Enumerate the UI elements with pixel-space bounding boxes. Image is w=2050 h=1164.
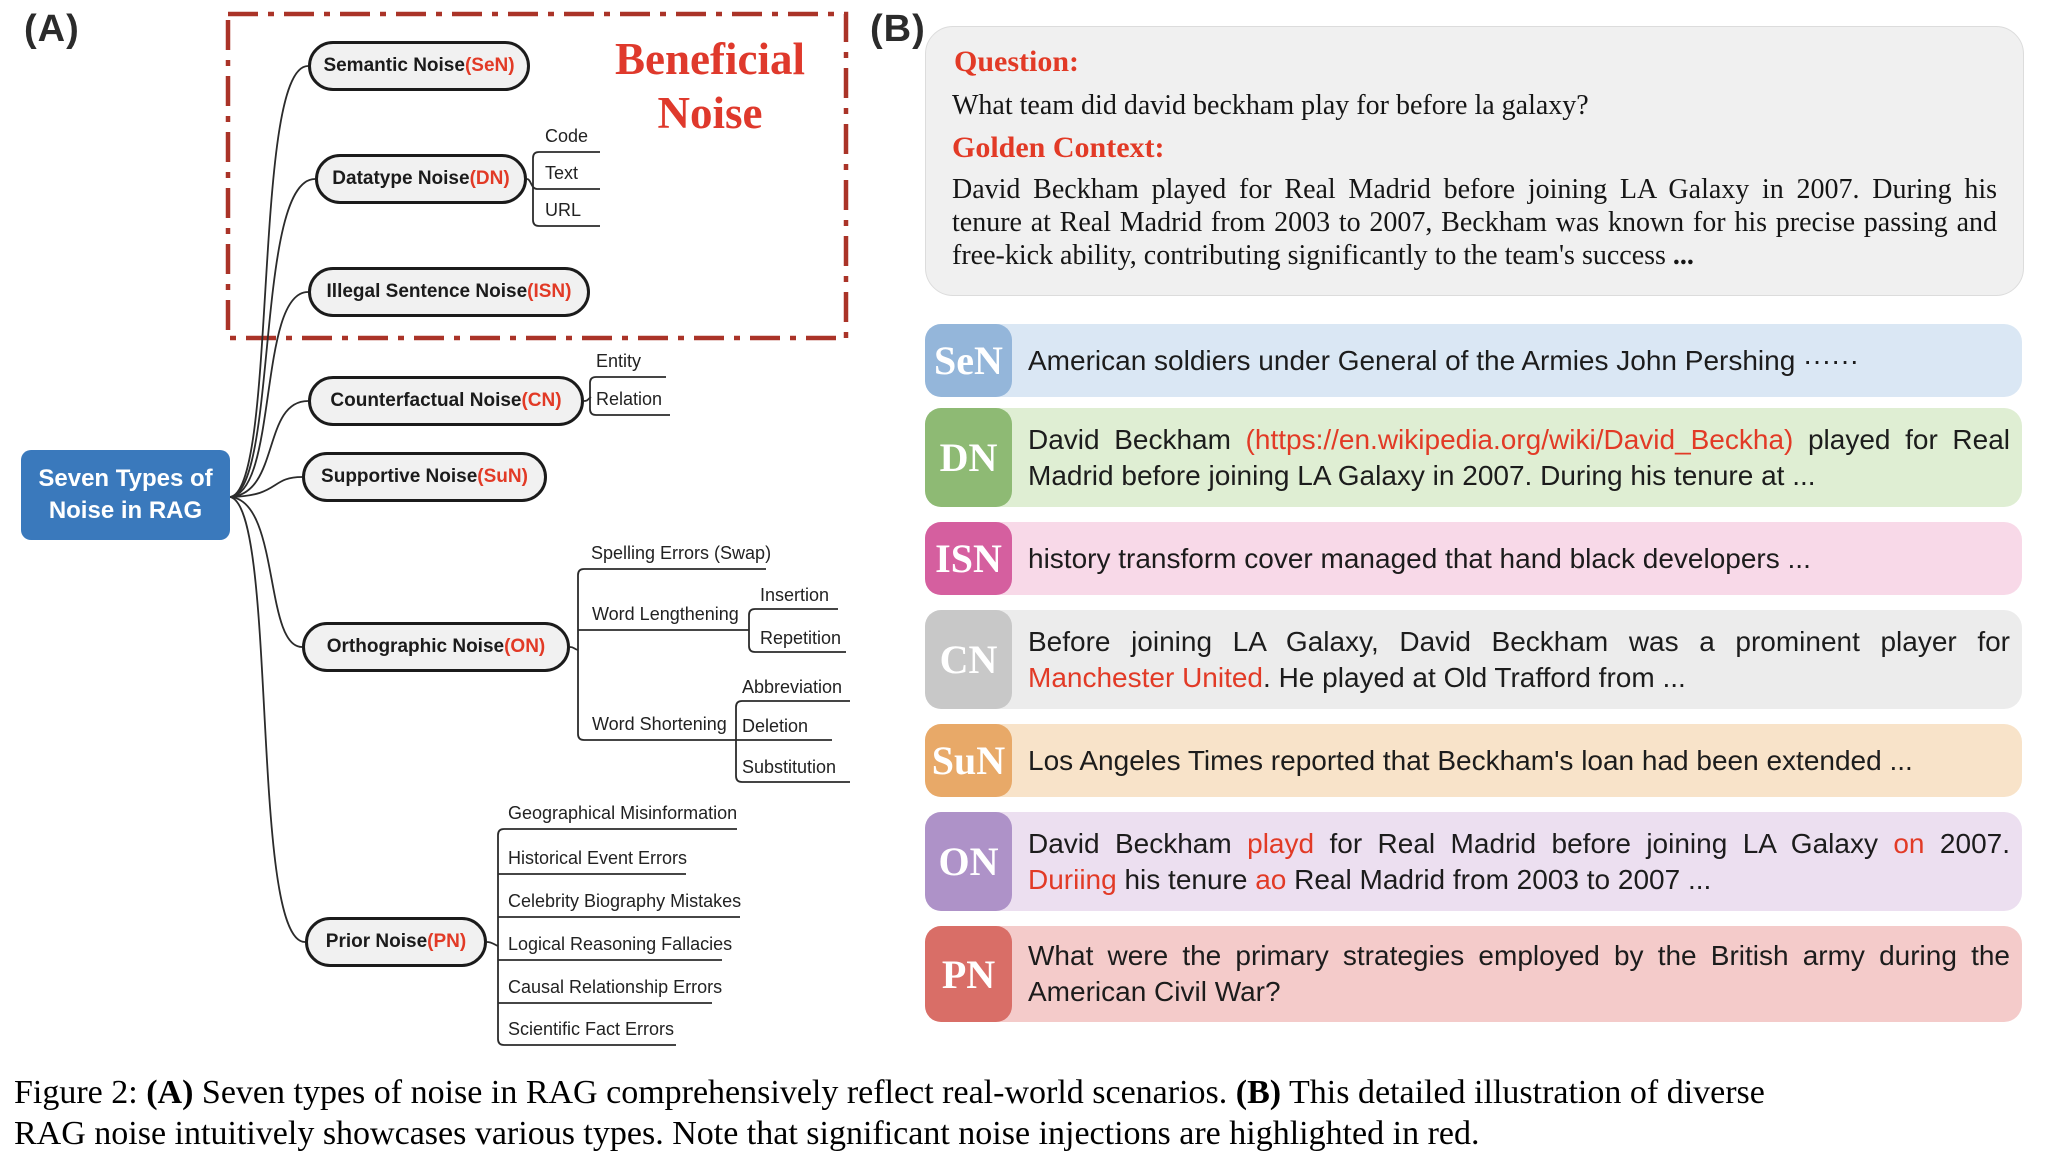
leaf-repetition: Repetition <box>760 628 842 648</box>
badge-pn: PN <box>925 926 1012 1022</box>
leaf-entity: Entity <box>596 351 642 371</box>
root-line2: Noise in RAG <box>48 497 203 524</box>
beneficial-noise-label: Beneficial Noise <box>615 34 805 138</box>
node-abbr: (DN) <box>469 168 510 189</box>
row-text-content: Before joining LA Galaxy, David Beckham was a prominent player for Manchester United. He played at Old Trafford from ... <box>1028 625 2010 693</box>
leaf-word-shortening: Word Shortening <box>592 714 727 734</box>
node-label: Counterfactual Noise <box>330 390 522 411</box>
badge-dn: DN <box>925 408 1012 507</box>
row-supportive-noise <box>925 724 2022 797</box>
leaf-celebrity-biography-mistakes: Celebrity Biography Mistakes <box>508 891 742 911</box>
leaf-historical-event-errors: Historical Event Errors <box>508 848 688 868</box>
row-text-content: Los Angeles Times reported that Beckham's loan had been extended ... <box>1028 744 1913 776</box>
leaf-insertion: Insertion <box>760 585 830 605</box>
leaf-text: Text <box>545 163 579 183</box>
row-illegal-sentence-noise <box>925 522 2022 595</box>
row-text-cn <box>1028 610 2010 709</box>
node-label: Illegal Sentence Noise <box>326 281 528 302</box>
node-label: Prior Noise <box>325 931 428 952</box>
leaf-code: Code <box>545 126 589 146</box>
row-text-pn <box>1028 926 2010 1022</box>
leaf-spelling-errors: Spelling Errors (Swap) <box>591 543 772 563</box>
node-abbr: (PN) <box>427 931 467 952</box>
golden-context-text: David Beckham played for Real Madrid before joining LA Galaxy in 2007. During his tenure at Real Madrid from 2003 to 2007, Beckham was known for his precise passing and free-kick ability, contributing significantly to the team's success ... <box>952 174 1997 271</box>
question-heading: Question: <box>954 45 1080 78</box>
row-text-content: history transform cover managed that hand black developers ... <box>1028 542 1811 574</box>
row-datatype-noise <box>925 408 2022 507</box>
leaf-geographical-misinformation: Geographical Misinformation <box>508 803 738 823</box>
panel-b-label: (B) <box>870 8 926 50</box>
row-text-isn <box>1028 522 2010 595</box>
row-text-on <box>1028 812 2010 911</box>
leaf-scientific-fact-errors: Scientific Fact Errors <box>508 1019 675 1039</box>
node-datatype-noise <box>315 154 527 204</box>
panel-a-label: (A) <box>24 8 80 50</box>
row-text-content: American soldiers under General of the Armies John Pershing ······ <box>1028 344 1860 376</box>
node-abbr: (SuN) <box>477 466 528 487</box>
row-prior-noise <box>925 926 2022 1022</box>
leaf-url: URL <box>545 200 582 220</box>
node-semantic-noise <box>308 41 530 91</box>
row-text-content: What were the primary strategies employed by the British army during the American Civil War? <box>1028 940 2010 1007</box>
node-label: Supportive Noise <box>321 466 478 487</box>
row-text-content: David Beckham playd for Real Madrid before joining LA Galaxy on 2007. Duriing his tenure ao Real Madrid from 2003 to 2007 ... <box>1028 827 2010 895</box>
node-label: Orthographic Noise <box>326 636 505 657</box>
golden-context-heading: Golden Context: <box>952 131 1165 164</box>
node-abbr: (ON) <box>504 636 546 657</box>
node-abbr: (CN) <box>521 390 562 411</box>
row-text-sen <box>1028 324 2010 397</box>
caption-line-2: RAG noise intuitively showcases various types. Note that significant noise injections are highlighted in red. <box>14 1115 1480 1152</box>
node-label: Semantic Noise <box>323 55 465 76</box>
badge-isn: ISN <box>925 522 1012 595</box>
badge-sen: SeN <box>925 324 1012 397</box>
row-semantic-noise <box>925 324 2022 397</box>
leaf-logical-reasoning-fallacies: Logical Reasoning Fallacies <box>508 934 733 954</box>
node-prior-noise <box>305 917 487 967</box>
row-text-dn <box>1028 408 2010 507</box>
leaf-word-lengthening: Word Lengthening <box>592 604 739 624</box>
root-node-seven-types <box>21 450 230 540</box>
row-text-content: David Beckham (https://en.wikipedia.org/wiki/David_Beckha) played for Real Madrid before joining LA Galaxy in 2007. During his tenure at ... <box>1028 423 2010 491</box>
badge-sun: SuN <box>925 724 1012 797</box>
leaf-relation: Relation <box>596 389 663 409</box>
question-text: What team did david beckham play for before la galaxy? <box>952 90 1589 121</box>
row-text-sun <box>1028 724 2010 797</box>
node-abbr: (ISN) <box>527 281 572 302</box>
question-context-card <box>925 26 2024 296</box>
node-supportive-noise <box>302 452 547 502</box>
leaf-substitution: Substitution <box>742 757 837 777</box>
leaf-abbreviation: Abbreviation <box>742 677 843 697</box>
node-illegal-sentence-noise <box>308 267 590 317</box>
node-orthographic-noise <box>302 622 570 672</box>
leaf-causal-relationship-errors: Causal Relationship Errors <box>508 977 723 997</box>
badge-cn: CN <box>925 610 1012 709</box>
node-counterfactual-noise <box>308 376 584 426</box>
badge-on: ON <box>925 812 1012 911</box>
figure-caption <box>14 1072 2044 1154</box>
caption-line-1: Figure 2: (A) Seven types of noise in RAG comprehensively reflect real-world scenarios. (B) This detailed illustration of diverse <box>14 1074 1765 1111</box>
row-counterfactual-noise <box>925 610 2022 709</box>
node-label: Datatype Noise <box>332 168 470 189</box>
row-orthographic-noise <box>925 812 2022 911</box>
root-line1: Seven Types of <box>38 465 213 492</box>
node-abbr: (SeN) <box>464 55 515 76</box>
leaf-deletion: Deletion <box>742 716 809 736</box>
